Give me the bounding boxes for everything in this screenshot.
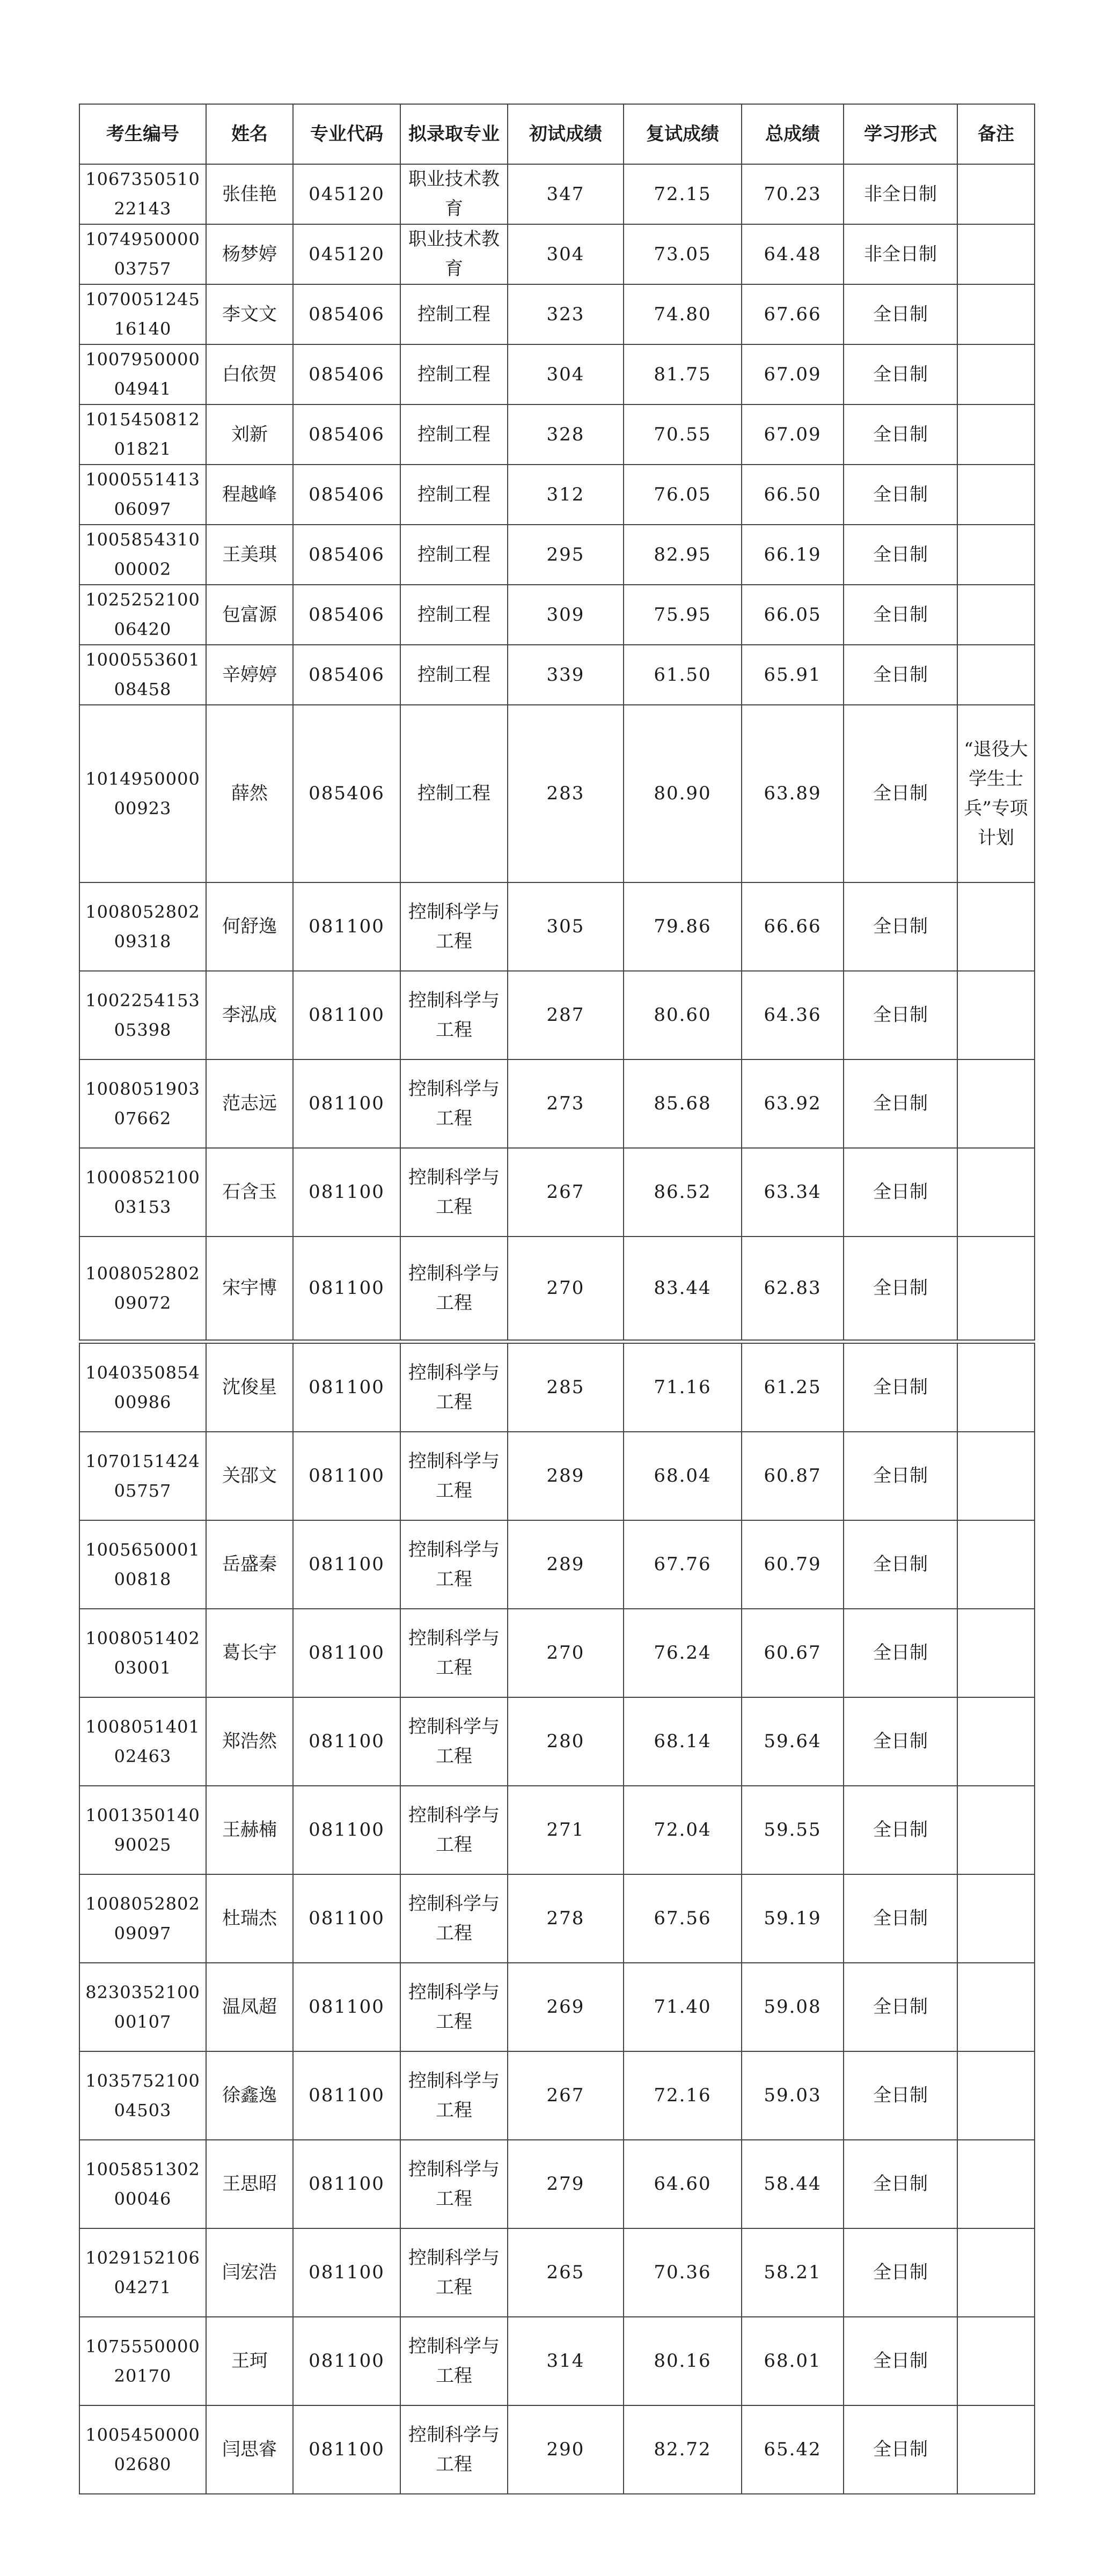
remarks-cell: [957, 1786, 1035, 1874]
name-cell: 辛婷婷: [206, 645, 293, 705]
header-name: 姓名: [206, 104, 293, 164]
exam-id-cell: 107005124516140: [79, 284, 206, 344]
retest-score-cell: 86.52: [624, 1148, 742, 1237]
total-score-cell: 59.19: [742, 1874, 844, 1963]
exam-id-cell: 100805280209072: [79, 1237, 206, 1340]
admitted-major-cell: 控制科学与工程: [400, 1059, 508, 1148]
name-cell: 范志远: [206, 1059, 293, 1148]
admitted-major-cell: 控制科学与工程: [400, 1343, 508, 1432]
remarks-cell: [957, 1697, 1035, 1786]
name-cell: 李泓成: [206, 971, 293, 1059]
exam-id-cell: 100585130200046: [79, 2140, 206, 2228]
total-score-cell: 62.83: [742, 1237, 844, 1340]
admitted-major-cell: 控制科学与工程: [400, 1874, 508, 1963]
name-cell: 包富源: [206, 585, 293, 645]
table-row: [79, 465, 1035, 525]
study-mode-cell: 非全日制: [844, 224, 957, 284]
table-row: [79, 1148, 1035, 1237]
admitted-major-cell: 控制科学与工程: [400, 1148, 508, 1237]
admitted-major-cell: 控制科学与工程: [400, 2317, 508, 2405]
exam-id-cell: 102525210006420: [79, 585, 206, 645]
major-code-cell: 085406: [293, 404, 400, 465]
initial-score-cell: 269: [508, 1963, 624, 2051]
retest-score-cell: 85.68: [624, 1059, 742, 1148]
study-mode-cell: 全日制: [844, 705, 957, 882]
total-score-cell: 66.05: [742, 585, 844, 645]
retest-score-cell: 82.72: [624, 2405, 742, 2494]
major-code-cell: 085406: [293, 645, 400, 705]
remarks-cell: [957, 2140, 1035, 2228]
remarks-cell: [957, 971, 1035, 1059]
table-row: [79, 882, 1035, 971]
remarks-cell: [957, 1963, 1035, 2051]
table-row: [79, 224, 1035, 284]
major-code-cell: 081100: [293, 1148, 400, 1237]
major-code-cell: 081100: [293, 1786, 400, 1874]
study-mode-cell: 全日制: [844, 1432, 957, 1520]
total-score-cell: 67.66: [742, 284, 844, 344]
initial-score-cell: 304: [508, 224, 624, 284]
exam-id-cell: 100805280209318: [79, 882, 206, 971]
initial-score-cell: 339: [508, 645, 624, 705]
exam-id-cell: 107495000003757: [79, 224, 206, 284]
retest-score-cell: 67.76: [624, 1520, 742, 1609]
name-cell: 闫宏浩: [206, 2228, 293, 2317]
table-row: [79, 1963, 1035, 2051]
exam-id-cell: 823035210000107: [79, 1963, 206, 2051]
retest-score-cell: 82.95: [624, 525, 742, 585]
table-row: [79, 1520, 1035, 1609]
major-code-cell: 085406: [293, 465, 400, 525]
table-row: [79, 2405, 1035, 2494]
admitted-major-cell: 控制工程: [400, 585, 508, 645]
total-score-cell: 59.64: [742, 1697, 844, 1786]
remarks-cell: [957, 224, 1035, 284]
total-score-cell: 66.19: [742, 525, 844, 585]
initial-score-cell: 295: [508, 525, 624, 585]
remarks-cell: “退役大学生士兵”专项计划: [957, 705, 1035, 882]
remarks-cell: [957, 1432, 1035, 1520]
remarks-cell: [957, 2405, 1035, 2494]
remarks-cell: [957, 1874, 1035, 1963]
study-mode-cell: 全日制: [844, 2051, 957, 2140]
initial-score-cell: 270: [508, 1609, 624, 1697]
major-code-cell: 045120: [293, 224, 400, 284]
remarks-cell: [957, 1148, 1035, 1237]
total-score-cell: 66.66: [742, 882, 844, 971]
exam-id-cell: 100135014090025: [79, 1786, 206, 1874]
name-cell: 葛长宇: [206, 1609, 293, 1697]
retest-score-cell: 72.16: [624, 2051, 742, 2140]
initial-score-cell: 347: [508, 164, 624, 224]
initial-score-cell: 287: [508, 971, 624, 1059]
table-row: [79, 1237, 1035, 1340]
initial-score-cell: 323: [508, 284, 624, 344]
header-retest-score: 复试成绩: [624, 104, 742, 164]
remarks-cell: [957, 525, 1035, 585]
initial-score-cell: 265: [508, 2228, 624, 2317]
study-mode-cell: 全日制: [844, 1963, 957, 2051]
retest-score-cell: 80.60: [624, 971, 742, 1059]
initial-score-cell: 305: [508, 882, 624, 971]
study-mode-cell: 全日制: [844, 1874, 957, 1963]
admitted-major-cell: 控制工程: [400, 525, 508, 585]
study-mode-cell: 非全日制: [844, 164, 957, 224]
initial-score-cell: 285: [508, 1343, 624, 1432]
table-row: [79, 1786, 1035, 1874]
name-cell: 薛然: [206, 705, 293, 882]
table-row: [79, 284, 1035, 344]
admission-table-part-2: [79, 1343, 1035, 2494]
retest-score-cell: 70.55: [624, 404, 742, 465]
study-mode-cell: 全日制: [844, 882, 957, 971]
retest-score-cell: 61.50: [624, 645, 742, 705]
remarks-cell: [957, 344, 1035, 404]
name-cell: 刘新: [206, 404, 293, 465]
retest-score-cell: 80.90: [624, 705, 742, 882]
exam-id-cell: 100805140203001: [79, 1609, 206, 1697]
admitted-major-cell: 控制工程: [400, 645, 508, 705]
remarks-cell: [957, 2051, 1035, 2140]
exam-id-cell: 106735051022143: [79, 164, 206, 224]
total-score-cell: 60.67: [742, 1609, 844, 1697]
name-cell: 白依贺: [206, 344, 293, 404]
exam-id-cell: 100585431000002: [79, 525, 206, 585]
retest-score-cell: 71.16: [624, 1343, 742, 1432]
initial-score-cell: 267: [508, 2051, 624, 2140]
remarks-cell: [957, 1237, 1035, 1340]
table-row: [79, 705, 1035, 882]
remarks-cell: [957, 1609, 1035, 1697]
table-row: [79, 1059, 1035, 1148]
study-mode-cell: 全日制: [844, 1148, 957, 1237]
exam-id-cell: 102915210604271: [79, 2228, 206, 2317]
exam-id-cell: 104035085400986: [79, 1343, 206, 1432]
retest-score-cell: 68.14: [624, 1697, 742, 1786]
major-code-cell: 081100: [293, 1963, 400, 2051]
total-score-cell: 59.55: [742, 1786, 844, 1874]
study-mode-cell: 全日制: [844, 971, 957, 1059]
study-mode-cell: 全日制: [844, 465, 957, 525]
exam-id-cell: 100055360108458: [79, 645, 206, 705]
name-cell: 关邵文: [206, 1432, 293, 1520]
major-code-cell: 085406: [293, 525, 400, 585]
total-score-cell: 67.09: [742, 344, 844, 404]
initial-score-cell: 328: [508, 404, 624, 465]
study-mode-cell: 全日制: [844, 1237, 957, 1340]
total-score-cell: 58.21: [742, 2228, 844, 2317]
major-code-cell: 081100: [293, 1432, 400, 1520]
exam-id-cell: 101495000000923: [79, 705, 206, 882]
admitted-major-cell: 职业技术教育: [400, 164, 508, 224]
remarks-cell: [957, 585, 1035, 645]
major-code-cell: 081100: [293, 2051, 400, 2140]
initial-score-cell: 283: [508, 705, 624, 882]
total-score-cell: 58.44: [742, 2140, 844, 2228]
exam-id-cell: 100085210003153: [79, 1148, 206, 1237]
remarks-cell: [957, 465, 1035, 525]
study-mode-cell: 全日制: [844, 2405, 957, 2494]
remarks-cell: [957, 645, 1035, 705]
exam-id-cell: 101545081201821: [79, 404, 206, 465]
table-row: [79, 1874, 1035, 1963]
major-code-cell: 081100: [293, 1609, 400, 1697]
major-code-cell: 081100: [293, 1059, 400, 1148]
table-row: [79, 1697, 1035, 1786]
study-mode-cell: 全日制: [844, 1609, 957, 1697]
name-cell: 王珂: [206, 2317, 293, 2405]
remarks-cell: [957, 1343, 1035, 1432]
total-score-cell: 64.48: [742, 224, 844, 284]
table-row: [79, 344, 1035, 404]
remarks-cell: [957, 2317, 1035, 2405]
retest-score-cell: 76.05: [624, 465, 742, 525]
initial-score-cell: 278: [508, 1874, 624, 1963]
study-mode-cell: 全日制: [844, 2140, 957, 2228]
major-code-cell: 081100: [293, 1874, 400, 1963]
header-remarks: 备注: [957, 104, 1035, 164]
name-cell: 程越峰: [206, 465, 293, 525]
initial-score-cell: 312: [508, 465, 624, 525]
admitted-major-cell: 控制工程: [400, 705, 508, 882]
major-code-cell: 081100: [293, 1343, 400, 1432]
name-cell: 王美琪: [206, 525, 293, 585]
table-row: [79, 971, 1035, 1059]
name-cell: 沈俊星: [206, 1343, 293, 1432]
name-cell: 宋宇博: [206, 1237, 293, 1340]
initial-score-cell: 267: [508, 1148, 624, 1237]
study-mode-cell: 全日制: [844, 1059, 957, 1148]
exam-id-cell: 100545000002680: [79, 2405, 206, 2494]
exam-id-cell: 107015142405757: [79, 1432, 206, 1520]
study-mode-cell: 全日制: [844, 2317, 957, 2405]
table-row: [79, 164, 1035, 224]
name-cell: 何舒逸: [206, 882, 293, 971]
retest-score-cell: 72.04: [624, 1786, 742, 1874]
table-row: [79, 2140, 1035, 2228]
initial-score-cell: 270: [508, 1237, 624, 1340]
study-mode-cell: 全日制: [844, 404, 957, 465]
name-cell: 杨梦婷: [206, 224, 293, 284]
total-score-cell: 63.89: [742, 705, 844, 882]
major-code-cell: 085406: [293, 284, 400, 344]
name-cell: 温凤超: [206, 1963, 293, 2051]
major-code-cell: 085406: [293, 585, 400, 645]
total-score-cell: 60.79: [742, 1520, 844, 1609]
name-cell: 杜瑞杰: [206, 1874, 293, 1963]
exam-id-cell: 100805190307662: [79, 1059, 206, 1148]
header-study-mode: 学习形式: [844, 104, 957, 164]
name-cell: 闫思睿: [206, 2405, 293, 2494]
table-row: [79, 585, 1035, 645]
study-mode-cell: 全日制: [844, 1343, 957, 1432]
initial-score-cell: 289: [508, 1520, 624, 1609]
total-score-cell: 59.08: [742, 1963, 844, 2051]
header-exam-id: 考生编号: [79, 104, 206, 164]
admitted-major-cell: 控制科学与工程: [400, 1432, 508, 1520]
retest-score-cell: 76.24: [624, 1609, 742, 1697]
admitted-major-cell: 控制科学与工程: [400, 2051, 508, 2140]
total-score-cell: 70.23: [742, 164, 844, 224]
table-row: [79, 1432, 1035, 1520]
major-code-cell: 081100: [293, 2228, 400, 2317]
header-major-code: 专业代码: [293, 104, 400, 164]
initial-score-cell: 314: [508, 2317, 624, 2405]
name-cell: 李文文: [206, 284, 293, 344]
initial-score-cell: 280: [508, 1697, 624, 1786]
admitted-major-cell: 控制科学与工程: [400, 971, 508, 1059]
retest-score-cell: 72.15: [624, 164, 742, 224]
major-code-cell: 085406: [293, 705, 400, 882]
table-header: [79, 104, 1035, 164]
exam-id-cell: 100805140102463: [79, 1697, 206, 1786]
admitted-major-cell: 控制工程: [400, 465, 508, 525]
exam-id-cell: 100805280209097: [79, 1874, 206, 1963]
total-score-cell: 67.09: [742, 404, 844, 465]
retest-score-cell: 73.05: [624, 224, 742, 284]
major-code-cell: 081100: [293, 971, 400, 1059]
remarks-cell: [957, 1520, 1035, 1609]
admitted-major-cell: 控制工程: [400, 284, 508, 344]
retest-score-cell: 75.95: [624, 585, 742, 645]
header-initial-score: 初试成绩: [508, 104, 624, 164]
table-row: [79, 645, 1035, 705]
retest-score-cell: 79.86: [624, 882, 742, 971]
name-cell: 张佳艳: [206, 164, 293, 224]
major-code-cell: 081100: [293, 2317, 400, 2405]
admitted-major-cell: 控制科学与工程: [400, 1786, 508, 1874]
total-score-cell: 64.36: [742, 971, 844, 1059]
initial-score-cell: 304: [508, 344, 624, 404]
study-mode-cell: 全日制: [844, 645, 957, 705]
retest-score-cell: 70.36: [624, 2228, 742, 2317]
major-code-cell: 081100: [293, 2140, 400, 2228]
total-score-cell: 59.03: [742, 2051, 844, 2140]
remarks-cell: [957, 882, 1035, 971]
admitted-major-cell: 控制工程: [400, 344, 508, 404]
initial-score-cell: 271: [508, 1786, 624, 1874]
remarks-cell: [957, 1059, 1035, 1148]
study-mode-cell: 全日制: [844, 2228, 957, 2317]
major-code-cell: 081100: [293, 1520, 400, 1609]
retest-score-cell: 83.44: [624, 1237, 742, 1340]
study-mode-cell: 全日制: [844, 525, 957, 585]
admitted-major-cell: 控制科学与工程: [400, 1609, 508, 1697]
total-score-cell: 63.34: [742, 1148, 844, 1237]
major-code-cell: 081100: [293, 1697, 400, 1786]
study-mode-cell: 全日制: [844, 1520, 957, 1609]
total-score-cell: 68.01: [742, 2317, 844, 2405]
admitted-major-cell: 控制科学与工程: [400, 2228, 508, 2317]
total-score-cell: 63.92: [742, 1059, 844, 1148]
admitted-major-cell: 控制科学与工程: [400, 1520, 508, 1609]
total-score-cell: 66.50: [742, 465, 844, 525]
table-row: [79, 1609, 1035, 1697]
remarks-cell: [957, 2228, 1035, 2317]
study-mode-cell: 全日制: [844, 585, 957, 645]
exam-id-cell: 107555000020170: [79, 2317, 206, 2405]
retest-score-cell: 68.04: [624, 1432, 742, 1520]
study-mode-cell: 全日制: [844, 284, 957, 344]
retest-score-cell: 64.60: [624, 2140, 742, 2228]
admitted-major-cell: 职业技术教育: [400, 224, 508, 284]
admitted-major-cell: 控制科学与工程: [400, 2140, 508, 2228]
admitted-major-cell: 控制工程: [400, 404, 508, 465]
retest-score-cell: 74.80: [624, 284, 742, 344]
initial-score-cell: 289: [508, 1432, 624, 1520]
retest-score-cell: 81.75: [624, 344, 742, 404]
admitted-major-cell: 控制科学与工程: [400, 1697, 508, 1786]
total-score-cell: 65.91: [742, 645, 844, 705]
name-cell: 石含玉: [206, 1148, 293, 1237]
exam-id-cell: 100565000100818: [79, 1520, 206, 1609]
retest-score-cell: 80.16: [624, 2317, 742, 2405]
table-row: [79, 1343, 1035, 1432]
initial-score-cell: 290: [508, 2405, 624, 2494]
total-score-cell: 65.42: [742, 2405, 844, 2494]
initial-score-cell: 279: [508, 2140, 624, 2228]
remarks-cell: [957, 164, 1035, 224]
study-mode-cell: 全日制: [844, 1786, 957, 1874]
exam-id-cell: 100795000004941: [79, 344, 206, 404]
name-cell: 徐鑫逸: [206, 2051, 293, 2140]
initial-score-cell: 273: [508, 1059, 624, 1148]
study-mode-cell: 全日制: [844, 344, 957, 404]
table-row: [79, 2051, 1035, 2140]
admitted-major-cell: 控制科学与工程: [400, 2405, 508, 2494]
name-cell: 岳盛秦: [206, 1520, 293, 1609]
major-code-cell: 085406: [293, 344, 400, 404]
major-code-cell: 081100: [293, 882, 400, 971]
major-code-cell: 081100: [293, 2405, 400, 2494]
exam-id-cell: 100055141306097: [79, 465, 206, 525]
admitted-major-cell: 控制科学与工程: [400, 1963, 508, 2051]
name-cell: 王思昭: [206, 2140, 293, 2228]
admission-table-part-1: [79, 104, 1035, 1341]
total-score-cell: 60.87: [742, 1432, 844, 1520]
retest-score-cell: 71.40: [624, 1963, 742, 2051]
major-code-cell: 081100: [293, 1237, 400, 1340]
major-code-cell: 045120: [293, 164, 400, 224]
admitted-major-cell: 控制科学与工程: [400, 882, 508, 971]
table-row: [79, 404, 1035, 465]
total-score-cell: 61.25: [742, 1343, 844, 1432]
header-admitted-major: 拟录取专业: [400, 104, 508, 164]
exam-id-cell: 103575210004503: [79, 2051, 206, 2140]
table-row: [79, 525, 1035, 585]
admitted-major-cell: 控制科学与工程: [400, 1237, 508, 1340]
study-mode-cell: 全日制: [844, 1697, 957, 1786]
remarks-cell: [957, 284, 1035, 344]
name-cell: 郑浩然: [206, 1697, 293, 1786]
exam-id-cell: 100225415305398: [79, 971, 206, 1059]
initial-score-cell: 309: [508, 585, 624, 645]
retest-score-cell: 67.56: [624, 1874, 742, 1963]
table-row: [79, 2228, 1035, 2317]
header-total-score: 总成绩: [742, 104, 844, 164]
name-cell: 王赫楠: [206, 1786, 293, 1874]
table-row: [79, 2317, 1035, 2405]
remarks-cell: [957, 404, 1035, 465]
